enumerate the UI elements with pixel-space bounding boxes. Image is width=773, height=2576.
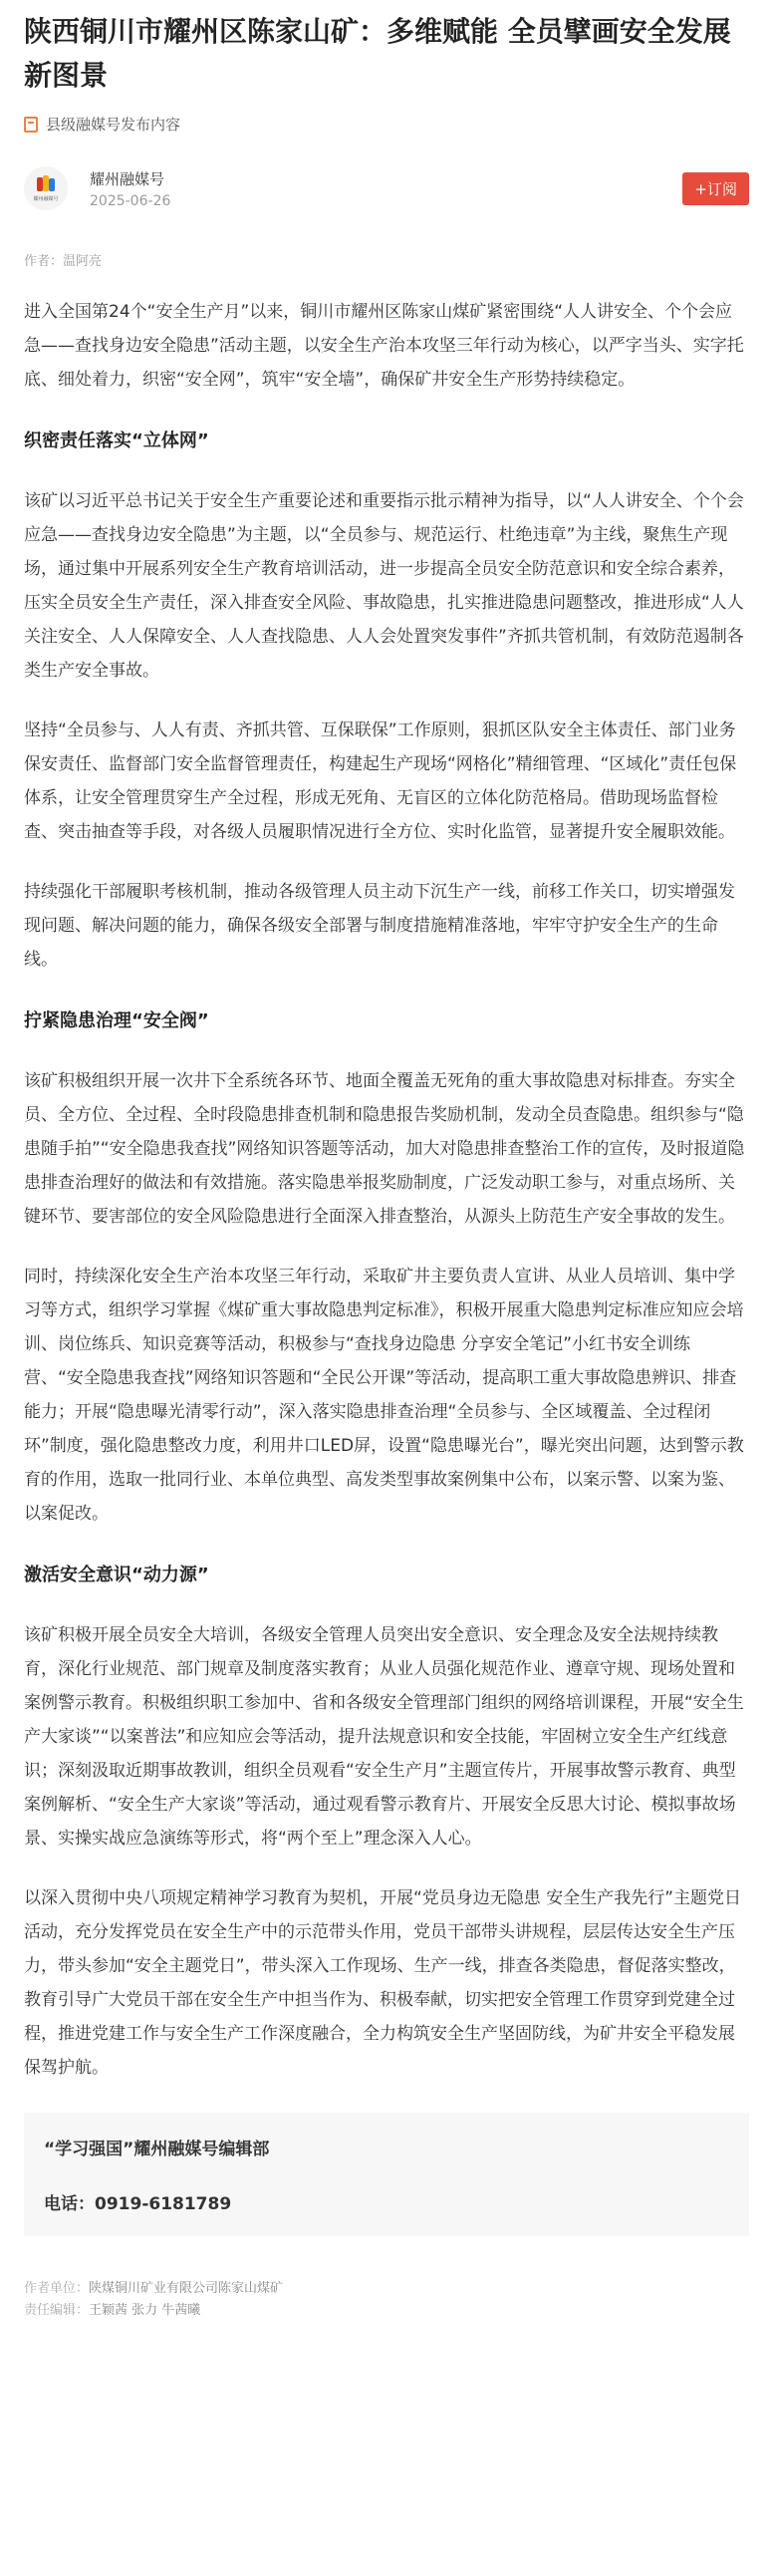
section-heading: 织密责任落实“立体网” — [24, 430, 209, 451]
editor-box — [24, 2113, 749, 2236]
paragraph: 进入全国第24个“安全生产月”以来，铜川市耀州区陈家山煤矿紧密围绕“人人讲安全、个个会应急——查找身边安全隐患”活动主题，以安全生产治本攻坚三年行动为核心，以严字当头、实字托底、细处着力，织密“安全网”，筑牢“安全墙”，确保矿井安全生产形势持续稳定。 — [24, 302, 744, 390]
paragraph: 持续强化干部履职考核机制，推动各级管理人员主动下沉生产一线，前移工作关口，切实增强发现问题、解决问题的能力，确保各级安全部署与制度措施精准落地，牢牢守护安全生产的生命线。 — [24, 882, 735, 970]
publish-date: 2025-06-26 — [90, 192, 171, 209]
logo-text: 耀州融媒号 — [33, 196, 59, 202]
byline: 作者：温阿亮 — [24, 254, 103, 269]
author-info[interactable] — [24, 166, 170, 210]
article-title: 陕西铜川市耀州区陈家山矿：多维赋能 全员擘画安全发展新图景 — [24, 15, 731, 92]
paragraph: 坚持“全员参与、人人有责、齐抓共管、互保联保”工作原则，狠抓区队安全主体责任、部门业务保安责任、监督部门安全监督管理责任，构建起生产现场“网格化”精细管理、“区域化”责任包保体系，让安全管理贯穿生产全过程，形成无死角、无盲区的立体化防范格局。借助现场监督检查、突击抽查等手段，对各级人员履职情况进行全方位、实时化监管，显著提升安全履职效能。 — [24, 720, 737, 842]
author-row — [24, 164, 749, 212]
author-name[interactable]: 耀州融媒号 — [90, 169, 165, 188]
section-heading: 激活安全意识“动力源” — [24, 1565, 209, 1585]
footer-editor — [24, 2300, 749, 2322]
paragraph: 该矿以习近平总书记关于安全生产重要论述和重要指示批示精神为指导，以“人人讲安全、个个会应急——查找身边安全隐患”为主题，以“全员参与、规范运行、杜绝违章”为主线，聚焦生产现场，通过集中开展系列安全生产教育培训活动，进一步提高全员安全防范意识和安全综合素养，压实全员安全生产责任，深入排查安全风险、事故隐患，扎实推进隐患问题整改，推进形成“人人关注安全、人人保障安全、人人查找隐患、人人会处置突发事件”齐抓共管机制，有效防范遏制各类生产安全事故。 — [24, 491, 744, 681]
subscribe-button[interactable]: +订阅 — [682, 172, 749, 205]
paragraph: 该矿积极组织开展一次井下全系统各环节、地面全覆盖无死角的重大事故隐患对标排查。夯实全员、全方位、全过程、全时段隐患排查机制和隐患报告奖励机制，发动全员查隐患。组织参与“隐患随手拍”“安全隐患我查找”网络知识答题等活动，加大对隐患排查整治工作的宣传，及时报道隐患排查治理好的做法和有效措施。落实隐患举报奖励制度，广泛发动职工参与，对重点场所、关键环节、要害部位的安全风险隐患进行全面深入排查整治，从源头上防范生产安全事故的发生。 — [24, 1071, 745, 1227]
source-row — [24, 114, 749, 135]
paragraph: 同时，持续深化安全生产治本攻坚三年行动，采取矿井主要负责人宣讲、从业人员培训、集中学习等方式，组织学习掌握《煤矿重大事故隐患判定标准》，积极开展重大隐患判定标准应知应会培训、岗位练兵、知识竞赛等活动，积极参与“查找身边隐患 分享安全笔记”小红书安全训练营、“安全隐患我查找”网络知识答题和“全民公开课”等活动，提高职工重大事故隐患辨识、排查能力；开展“隐患曝光清零行动”，深入落实隐患排查治理“全员参与、全区域覆盖、全过程闭环”制度，强化隐患整改力度，利用井口LED屏，设置“隐患曝光台”，曝光突出问题，达到警示教育的作用，选取一批同行业、本单位典型、高发类型事故案例集中公布，以案示警、以案为鉴、以案促改。 — [24, 1267, 744, 1524]
author-meta — [90, 168, 170, 209]
paragraph: 该矿积极开展全员安全大培训，各级安全管理人员突出安全意识、安全理念及安全法规持续教育，深化行业规范、部门规章及制度落实教育；从业人员强化规范作业、遵章守规、现场处置和案例警示教育。积极组织职工参加中、省和各级安全管理部门组织的网络培训课程，开展“安全生产大家谈”“以案普法”和应知应会等活动，提升法规意识和安全技能，牢固树立安全生产红线意识；深刻汲取近期事故教训，组织全员观看“安全生产月”主题宣传片，开展事故警示教育、典型案例解析、“安全生产大家谈”等活动，通过观看警示教育片、开展安全反思大讨论、模拟事故场景、实操实战应急演练等形式，将“两个至上”理念深入人心。 — [24, 1625, 744, 1849]
document-icon — [24, 117, 38, 133]
paragraph: 以深入贯彻中央八项规定精神学习教育为契机，开展“党员身边无隐患 安全生产我先行”主题党日活动，充分发挥党员在安全生产中的示范带头作用，党员干部带头讲规程，层层传达安全生产压力，带头参加“安全主题党日”，带头深入工作现场、生产一线，排查各类隐患，督促落实整改，教育引导广大党员干部在安全生产中担当作为、积极奉献，切实把安全管理工作贯穿到党建全过程，推进党建工作与安全生产工作深度融合，全力构筑安全生产坚固防线，为矿井安全平稳发展保驾护航。 — [24, 1888, 742, 2078]
footer-editor-label: 责任编辑： — [24, 2303, 90, 2318]
footer-unit — [24, 2278, 749, 2300]
footer-editor-value: 王颖茜 张力 牛茜曦 — [89, 2303, 201, 2318]
editor-title: “学习强国”耀州融媒号编辑部 — [44, 2140, 270, 2159]
editor-phone: 电话：0919-6181789 — [44, 2194, 232, 2214]
article-footer — [24, 2278, 749, 2322]
section-heading: 拧紧隐患治理“安全阀” — [24, 1010, 209, 1031]
logo-icon — [24, 166, 68, 210]
avatar[interactable] — [24, 166, 68, 210]
footer-unit-label: 作者单位： — [24, 2281, 90, 2296]
source-label: 县级融媒号发布内容 — [46, 116, 181, 134]
footer-unit-value: 陕煤铜川矿业有限公司陈家山煤矿 — [89, 2281, 284, 2296]
article-body — [24, 295, 749, 2085]
